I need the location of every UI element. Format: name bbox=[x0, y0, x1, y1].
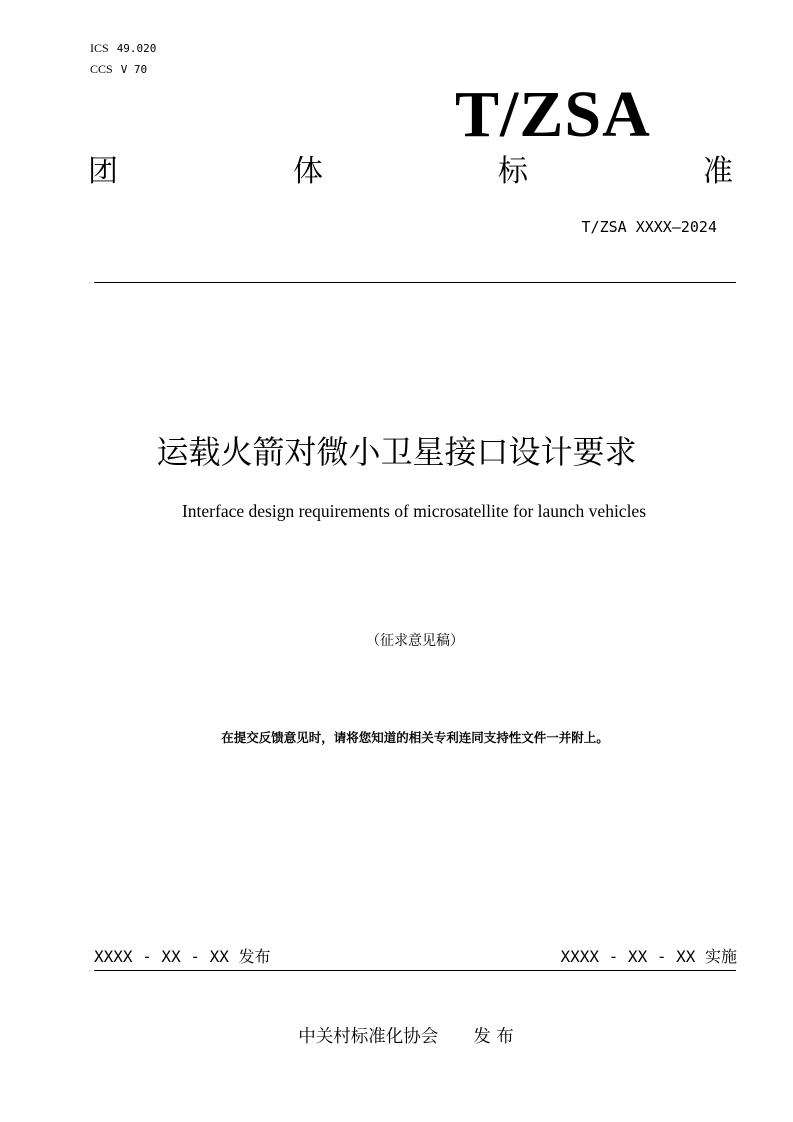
ccs-label: CCS bbox=[90, 62, 113, 76]
publisher: 中关村标准化协会 发 布 bbox=[298, 1027, 514, 1047]
standard-type-char: 体 bbox=[293, 154, 323, 189]
ics-line bbox=[90, 38, 156, 59]
header-divider bbox=[94, 282, 736, 283]
standard-type-char: 标 bbox=[498, 154, 528, 189]
standard-type-char: 团 bbox=[88, 154, 118, 189]
ccs-value: V 70 bbox=[120, 63, 148, 76]
standard-type-char: 准 bbox=[703, 154, 733, 189]
implement-date: XXXX - XX - XX 实施 bbox=[560, 947, 737, 966]
standard-type bbox=[88, 152, 733, 192]
title-chinese: 运载火箭对微小卫星接口设计要求 bbox=[156, 433, 637, 471]
title-english: Interface design requirements of microsatellite for launch vehicles bbox=[181, 501, 647, 521]
publish-date: XXXX - XX - XX 发布 bbox=[94, 947, 271, 966]
standard-code: T/ZSA XXXX—2024 bbox=[581, 218, 717, 236]
standard-logo: T/ZSA bbox=[455, 78, 651, 151]
classification-block bbox=[90, 38, 156, 80]
ics-label: ICS bbox=[90, 41, 109, 55]
ics-value: 49.020 bbox=[116, 42, 157, 55]
patent-notice: 在提交反馈意见时，请将您知道的相关专利连同支持性文件一并附上。 bbox=[221, 730, 609, 745]
draft-label: （征求意见稿） bbox=[366, 633, 464, 649]
ccs-line bbox=[90, 59, 156, 80]
footer-divider bbox=[94, 970, 736, 971]
